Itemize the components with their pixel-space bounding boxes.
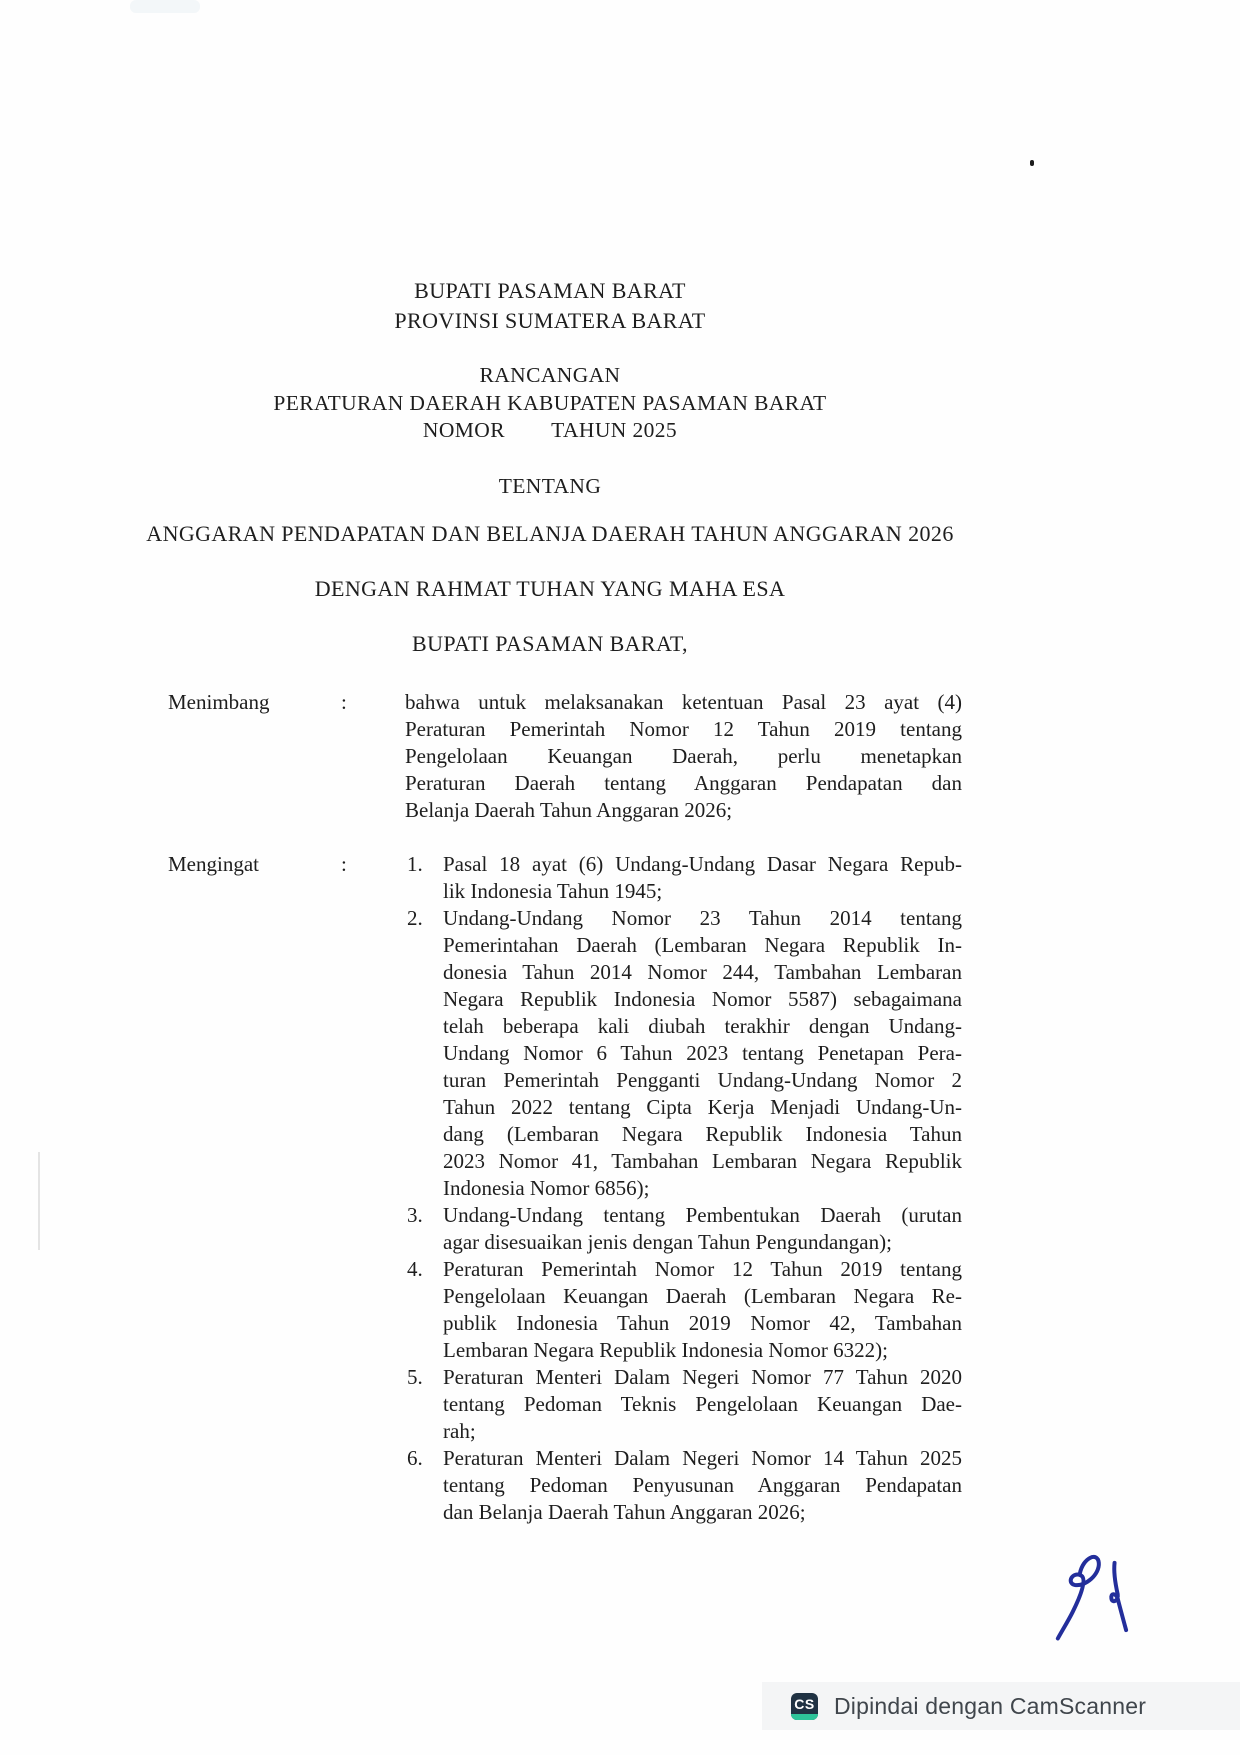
list-item <box>405 1202 962 1256</box>
subject-heading: ANGGARAN PENDAPATAN DAN BELANJA DAERAH TAHUN ANGGARAN 2026 <box>146 521 954 546</box>
camscanner-label: Dipindai dengan CamScanner <box>834 1692 1147 1719</box>
scan-smudge-artifact <box>130 0 200 13</box>
text-line: RANCANGAN <box>479 363 621 387</box>
menimbang-label: Menimbang <box>168 690 270 714</box>
letterhead <box>150 276 950 336</box>
camscanner-footer <box>762 1682 1240 1730</box>
text-line: NOMOR TAHUN 2025 <box>422 418 678 442</box>
list-item <box>405 1364 962 1445</box>
text-line: Lembaran Negara Republik Indonesia Nomor 6322); <box>443 1338 888 1362</box>
list-item <box>405 851 962 905</box>
handwritten-initials-icon <box>1045 1545 1140 1650</box>
text-line: tentang Pedoman Penyusunan Anggaran Pendapatan <box>443 1473 962 1497</box>
text-line: telah beberapa kali diubah terakhir dengan Undang- <box>443 1014 962 1038</box>
text-line: agar disesuaikan jenis dengan Tahun Pengundangan); <box>443 1230 892 1254</box>
text-line: Pasal 18 ayat (6) Undang-Undang Dasar Negara Repub- <box>443 852 962 876</box>
text-line: turan Pemerintah Pengganti Undang-Undang Nomor 2 <box>443 1068 962 1092</box>
list-item <box>405 1256 962 1364</box>
text-line: dang (Lembaran Negara Republik Indonesia Tahun <box>443 1122 962 1146</box>
menimbang-colon: : <box>341 690 347 714</box>
list-item-text <box>443 1364 962 1445</box>
camscanner-icon-letters: CS <box>794 1695 815 1712</box>
text-line: Undang-Undang tentang Pembentukan Daerah (urutan <box>443 1203 962 1227</box>
invocation-line: DENGAN RAHMAT TUHAN YANG MAHA ESA <box>314 576 786 601</box>
text-line: PROVINSI SUMATERA BARAT <box>394 308 706 333</box>
text-line: dan Belanja Daerah Tahun Anggaran 2026; <box>443 1500 806 1524</box>
list-item-number: 6. <box>407 1446 423 1470</box>
text-line: bahwa untuk melaksanakan ketentuan Pasal 23 ayat (4) <box>405 690 962 714</box>
text-line: Pengelolaan Keuangan Daerah, perlu menetapkan <box>405 744 962 768</box>
text-line: Undang-Undang Nomor 23 Tahun 2014 tentang <box>443 906 962 930</box>
text-line: Peraturan Pemerintah Nomor 12 Tahun 2019 tentang <box>443 1257 962 1281</box>
menimbang-body <box>405 689 962 824</box>
signatory-line: BUPATI PASAMAN BARAT, <box>412 631 688 656</box>
regulation-title-block <box>150 362 950 445</box>
list-item-text <box>443 1202 962 1256</box>
text-line: donesia Tahun 2014 Nomor 244, Tambahan Lembaran <box>443 960 962 984</box>
mengingat-colon: : <box>341 852 347 876</box>
list-item-text <box>443 1256 962 1364</box>
camscanner-icon-accent <box>791 1714 818 1720</box>
camscanner-icon <box>791 1693 818 1720</box>
text-line: Belanja Daerah Tahun Anggaran 2026; <box>405 798 733 822</box>
list-item <box>405 905 962 1202</box>
scan-line-artifact <box>38 1152 40 1250</box>
text-line: lik Indonesia Tahun 1945; <box>443 879 663 903</box>
text-line: Negara Republik Indonesia Nomor 5587) sebagaimana <box>443 987 962 1011</box>
list-item <box>405 1445 962 1526</box>
text-line: Tahun 2022 tentang Cipta Kerja Menjadi Undang-Un- <box>443 1095 962 1119</box>
text-line: Peraturan Pemerintah Nomor 12 Tahun 2019 tentang <box>405 717 962 741</box>
text-line: PERATURAN DAERAH KABUPATEN PASAMAN BARAT <box>273 390 827 415</box>
tentang-heading: TENTANG <box>498 474 602 498</box>
text-line: Peraturan Menteri Dalam Negeri Nomor 14 Tahun 2025 <box>443 1446 962 1470</box>
text-line: Pengelolaan Keuangan Daerah (Lembaran Negara Re- <box>443 1284 962 1308</box>
text-line: rah; <box>443 1419 476 1443</box>
list-item-text <box>443 905 962 1202</box>
text-line: Peraturan Daerah tentang Anggaran Pendapatan dan <box>405 771 962 795</box>
text-line: Indonesia Nomor 6856); <box>443 1176 650 1200</box>
text-line: BUPATI PASAMAN BARAT <box>414 278 686 303</box>
list-item-number: 5. <box>407 1365 423 1389</box>
text-line: tentang Pedoman Teknis Pengelolaan Keuangan Dae- <box>443 1392 962 1416</box>
list-item-text <box>443 1445 962 1526</box>
text-line: Peraturan Menteri Dalam Negeri Nomor 77 Tahun 2020 <box>443 1365 962 1389</box>
text-line: 2023 Nomor 41, Tambahan Lembaran Negara Republik <box>443 1149 962 1173</box>
list-item-number: 1. <box>407 852 423 876</box>
list-item-number: 4. <box>407 1257 423 1281</box>
list-item-text <box>443 851 962 905</box>
text-line: publik Indonesia Tahun 2019 Nomor 42, Tambahan <box>443 1311 962 1335</box>
list-item-number: 2. <box>407 906 423 930</box>
scan-dot-artifact <box>1030 160 1034 166</box>
list-item-number: 3. <box>407 1203 423 1227</box>
text-line: Pemerintahan Daerah (Lembaran Negara Republik In- <box>443 933 962 957</box>
mengingat-label: Mengingat <box>168 852 259 876</box>
text-line: Undang Nomor 6 Tahun 2023 tentang Penetapan Pera- <box>443 1041 962 1065</box>
mengingat-list <box>405 851 962 1526</box>
